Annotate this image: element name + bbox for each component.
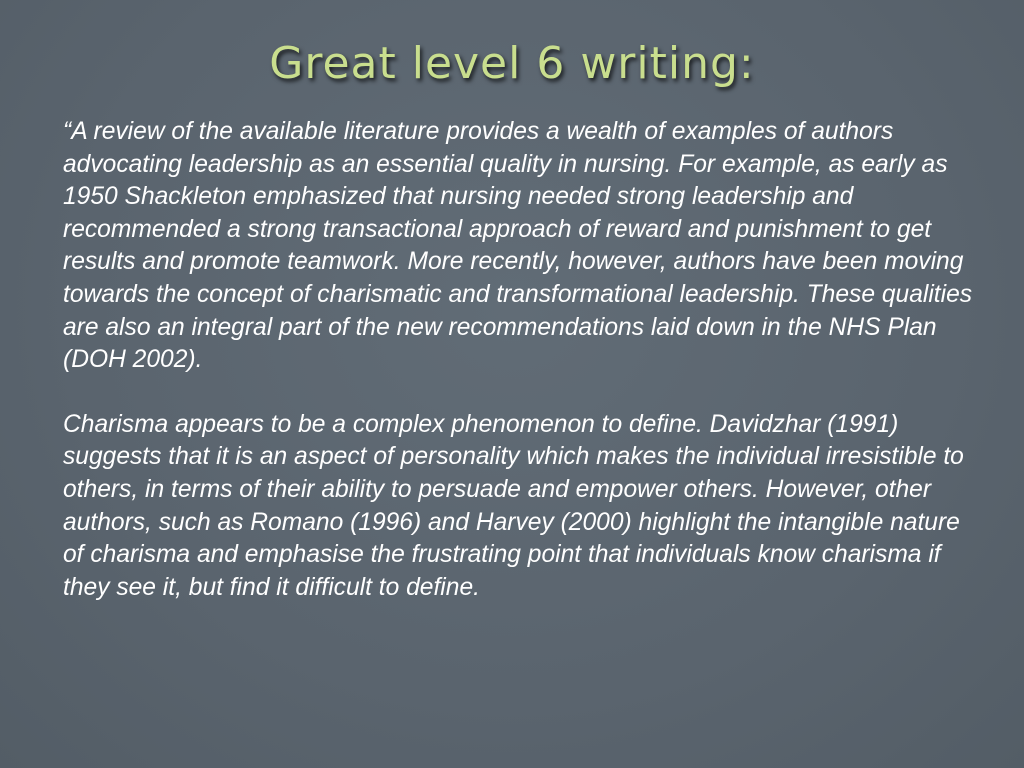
slide-body xyxy=(63,116,973,604)
slide-title: Great level 6 writing: xyxy=(269,38,755,89)
body-paragraph-2: Charisma appears to be a complex phenomenon to define. Davidzhar (1991) suggests that it is an aspect of personality which makes the individual irresistible to others, in terms of their ability to persuade and empower others. However, other authors, such as Romano (1996) and Harvey (2000) highlight the intangible nature of charisma and emphasise the frustrating point that individuals know charisma if they see it, but find it difficult to define. xyxy=(63,410,964,601)
body-paragraph-1: “A review of the available literature provides a wealth of examples of authors advocating leadership as an essential quality in nursing. For example, as early as 1950 Shackleton emphasized that nursing needed strong leadership and recommended a strong transactional approach of reward and punishment to get results and promote teamwork. More recently, however, authors have been moving towards the concept of charismatic and transformational leadership. These qualities are also an integral part of the new recommendations laid down in the NHS Plan (DOH 2002). xyxy=(63,118,973,374)
